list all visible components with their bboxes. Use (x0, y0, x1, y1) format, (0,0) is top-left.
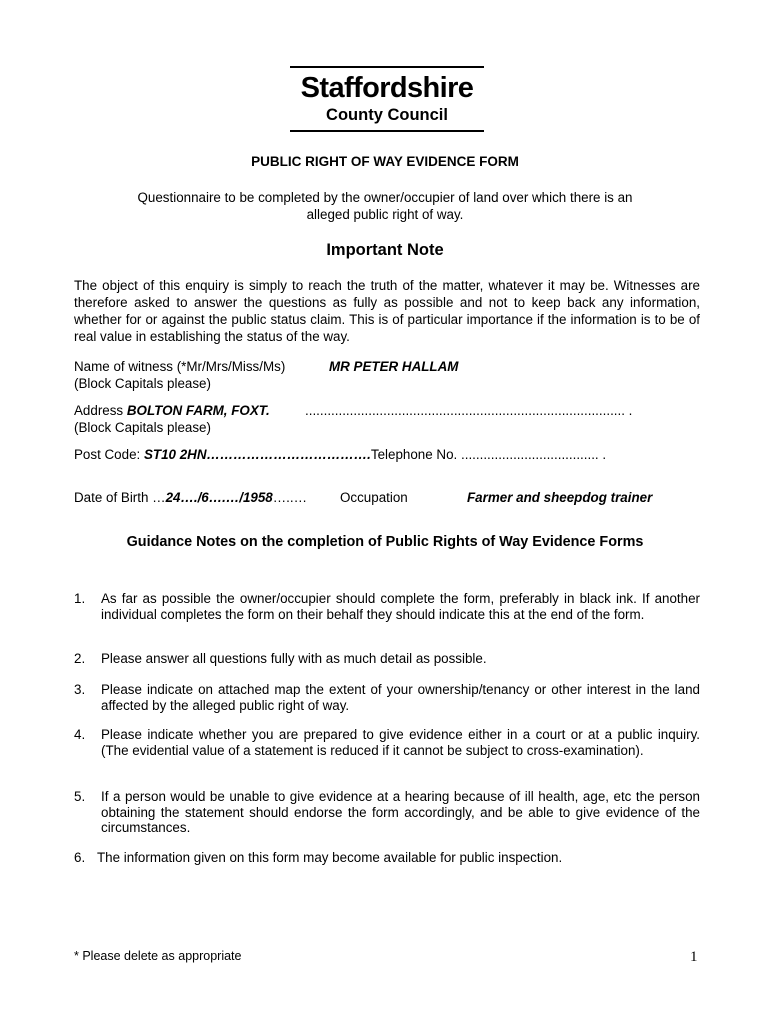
logo-bottom-rule (290, 130, 484, 132)
page-number: 1 (690, 949, 698, 965)
guidance-item-5 (74, 789, 700, 836)
intro-line-2: alleged public right of way. (306, 207, 464, 222)
logo-council: County Council (326, 106, 448, 124)
guidance-item-1 (74, 591, 700, 622)
staffordshire-logo (290, 66, 484, 132)
dob-value: 24…./6….…/1958 (165, 490, 273, 505)
occupation-value: Farmer and sheepdog trainer (467, 490, 653, 505)
witness-name-value: MR PETER HALLAM (329, 359, 459, 374)
address-label: Address (74, 403, 124, 418)
telephone-dots: ..................................... . (461, 447, 607, 462)
important-note-heading: Important Note (326, 241, 444, 259)
block-capitals-note-1: (Block Capitals please) (74, 376, 211, 391)
guidance-item-text: Please indicate on attached map the extent of your ownership/tenancy or other interest in the land affected by the alleged public right of way. (101, 682, 700, 713)
dob-row (74, 490, 653, 505)
address-value: BOLTON FARM, FOXT. (126, 403, 270, 418)
guidance-item-2 (74, 651, 700, 667)
footnote: * Please delete as appropriate (74, 949, 242, 963)
guidance-item-number: 3. (74, 682, 86, 697)
postcode-row (74, 447, 606, 462)
witness-name-row (74, 359, 459, 374)
guidance-item-number: 6. (74, 850, 86, 865)
guidance-item-3 (74, 682, 700, 713)
guidance-item-number: 2. (74, 651, 86, 666)
address-dots: ...................................................................................... . (305, 403, 633, 418)
dob-label: Date of Birth (74, 490, 149, 505)
address-row (74, 403, 633, 418)
guidance-item-6 (74, 850, 700, 866)
dob-suffix: …..… (272, 490, 307, 505)
postcode-value: ST10 2HN………………………………. (143, 447, 371, 462)
intro-line-1: Questionnaire to be completed by the owner/occupier of land over which there is an (137, 190, 633, 205)
guidance-item-4 (74, 727, 700, 758)
important-note-text: The object of this enquiry is simply to reach the truth of the matter, whatever it may be. Witnesses are therefore asked to answer the questions as fully as possible and not to keep back any information, whether for or against the public status claim. This is of particular importance if the information is to be of real value in establishing the status of the way. (74, 278, 700, 344)
guidance-item-text: Please indicate whether you are prepared to give evidence either in a court or at a public inquiry. (The evidential value of a statement is reduced if it cannot be subject to cross-examination). (101, 727, 700, 758)
guidance-item-text: Please answer all questions fully with as much detail as possible. (101, 651, 487, 666)
guidance-item-text: If a person would be unable to give evidence at a hearing because of ill health, age, etc the person obtaining the statement should endorse the form accordingly, and be able to give evidence of the circumstances. (101, 789, 700, 835)
occupation-label: Occupation (340, 490, 408, 505)
logo-top-rule (290, 66, 484, 68)
guidance-item-number: 1. (74, 591, 86, 606)
dob-prefix: … (152, 490, 166, 505)
postcode-label: Post Code: (74, 447, 141, 462)
intro-text (0, 189, 770, 223)
witness-name-label: Name of witness (*Mr/Mrs/Miss/Ms) (74, 359, 286, 374)
guidance-heading: Guidance Notes on the completion of Public Rights of Way Evidence Forms (126, 534, 644, 550)
guidance-item-text: The information given on this form may become available for public inspection. (97, 850, 563, 865)
guidance-item-number: 5. (74, 789, 86, 804)
guidance-item-text: As far as possible the owner/occupier should complete the form, preferably in black ink. If another individual completes the form on their behalf they should indicate this at the end of the form. (101, 591, 700, 622)
form-title: PUBLIC RIGHT OF WAY EVIDENCE FORM (251, 154, 519, 169)
guidance-item-number: 4. (74, 727, 86, 742)
block-capitals-note-2: (Block Capitals please) (74, 420, 211, 435)
telephone-label: Telephone No. (370, 447, 458, 462)
logo-name: Staffordshire (300, 72, 474, 104)
